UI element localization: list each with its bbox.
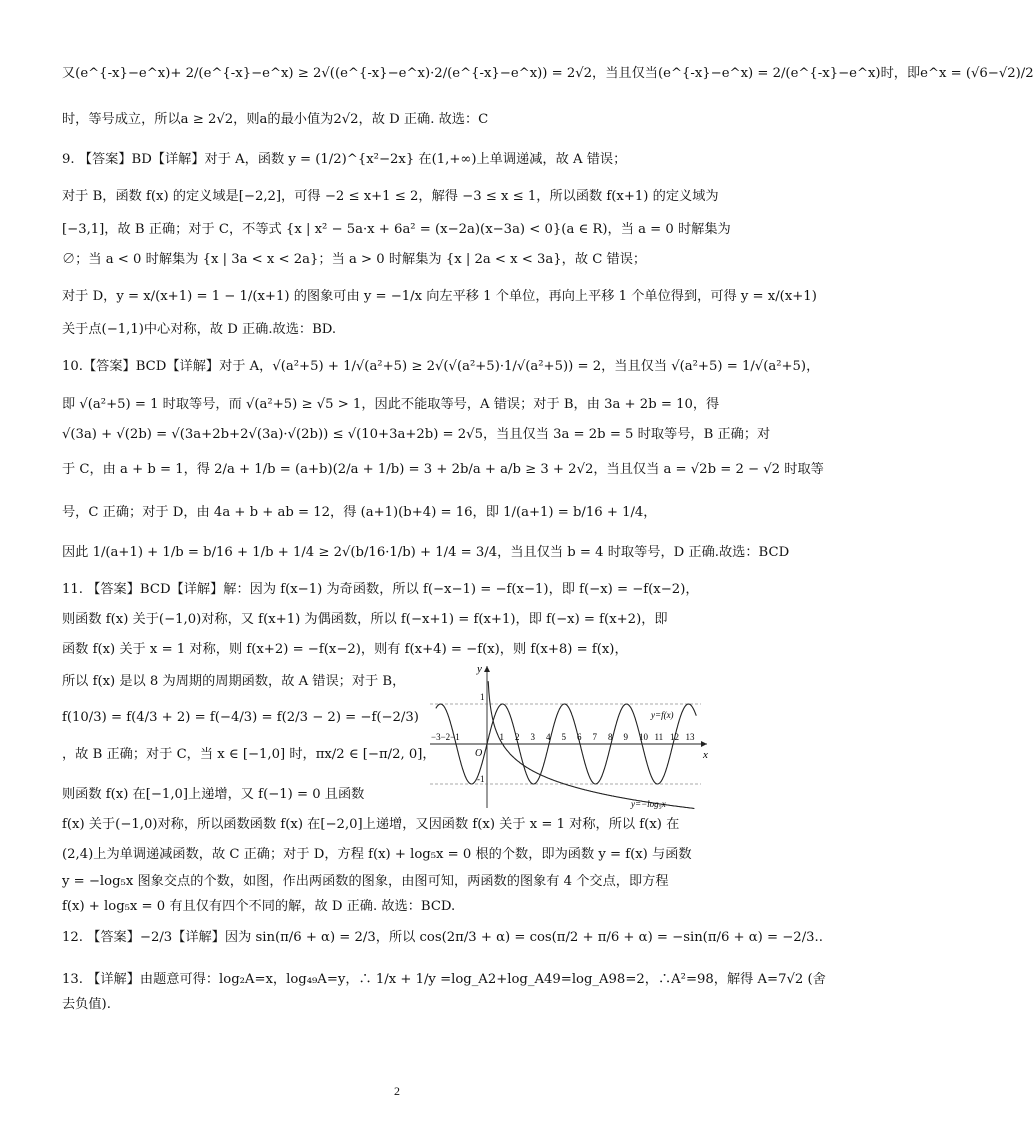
text-line: 10.【答案】BCD【详解】对于 A，√(a²+5) + 1/√(a²+5) ≥ 2√(√(a²+5)·1/√(a²+5)) = 2，当且仅当 √(a²+5) = 1/√(a²+5)， <box>62 359 820 374</box>
text-line: f(x) + log₅x = 0 有且仅有四个不同的解，故 D 正确. 故选：BCD. <box>62 899 456 914</box>
x-tick-label: 7 <box>592 732 597 742</box>
x-tick-labels <box>500 732 696 742</box>
text-line: 对于 B，函数 f(x) 的定义域是[−2,2]，可得 −2 ≤ x+1 ≤ 2，解得 −3 ≤ x ≤ 1，所以函数 f(x+1) 的定义域为 <box>62 189 719 204</box>
y-tick-bottom: -1 <box>477 774 485 784</box>
text-line: 因此 1/(a+1) + 1/b = b/16 + 1/b + 1/4 ≥ 2√(b/16·1/b) + 1/4 = 3/4，当且仅当 b = 4 时取等号，D 正确.故选：BCD <box>62 545 790 560</box>
function-graph <box>425 660 715 810</box>
text-line: 则函数 f(x) 关于(−1,0)对称，又 f(x+1) 为偶函数，所以 f(−x+1) = f(x+1)，即 f(−x) = f(x+2)，即 <box>62 612 668 627</box>
text-line: 于 C，由 a + b = 1，得 2/a + 1/b = (a+b)(2/a + 1/b) = 3 + 2b/a + a/b ≥ 3 + 2√2，当且仅当 a = √2b = 2 − √2 时取等 <box>62 462 824 477</box>
x-axis-arrow <box>701 741 707 747</box>
text-line: √(3a) + √(2b) = √(3a+2b+2√(3a)·√(2b)) ≤ √(10+3a+2b) = 2√5，当且仅当 3a = 2b = 5 时取等号，B 正确；对 <box>62 427 771 442</box>
text-line: [−3,1]，故 B 正确；对于 C，不等式 {x | x² − 5a·x + 6a² = (x−2a)(x−3a) < 0}(a ∈ R)，当 a = 0 时解集为 <box>62 222 731 237</box>
x-axis-label: x <box>703 749 708 761</box>
text-line: 函数 f(x) 关于 x = 1 对称，则 f(x+2) = −f(x−2)，则有 f(x+4) = −f(x)，则 f(x+8) = f(x)， <box>62 642 628 657</box>
text-line: 又(e^{-x}−e^x)+ 2/(e^{-x}−e^x) ≥ 2√((e^{-x}−e^x)·2/(e^{-x}−e^x)) = 2√2，当且仅当(e^{-x}−e^x) = 2/(e^{-x}−e^x)时，即e^x = (√6−√2)/2 <box>62 66 1034 81</box>
text-line: 9. 【答案】BD【详解】对于 A，函数 y = (1/2)^{x²−2x} 在(1,+∞)上单调递减，故 A 错误； <box>62 152 627 167</box>
x-tick-label: 13 <box>685 732 695 742</box>
text-line: f(x) 关于(−1,0)对称，所以函数函数 f(x) 在[−2,0]上递增，又因函数 f(x) 关于 x = 1 对称，所以 f(x) 在 <box>62 817 680 832</box>
text-line: 即 √(a²+5) = 1 时取等号，而 √(a²+5) ≥ √5 > 1，因此不能取等号，A 错误；对于 B，由 3a + 2b = 10，得 <box>62 397 720 412</box>
text-line: 13. 【详解】由题意可得：log₂A=x，log₄₉A=y，∴ 1/x + 1/y =log_A2+log_A49=log_A98=2，∴A²=98，解得 A=7√2 (舍 <box>62 972 826 987</box>
text-line: 去负值). <box>62 997 111 1012</box>
x-tick-label: 6 <box>577 732 582 742</box>
text-line: 关于点(−1,1)中心对称，故 D 正确.故选：BD. <box>62 322 337 337</box>
x-tick-label: 11 <box>654 732 664 742</box>
x-tick-label: 1 <box>499 732 504 742</box>
f-curve-label: y=f(x) <box>651 710 674 720</box>
x-tick-label: 3 <box>530 732 535 742</box>
x-ticks-left: −3−2−1 <box>431 732 460 742</box>
text-line: 11. 【答案】BCD【详解】解：因为 f(x−1) 为奇函数，所以 f(−x−1) = −f(x−1)，即 f(−x) = −f(x−2)， <box>62 582 699 597</box>
y-axis-arrow <box>484 666 490 672</box>
x-tick-label: 12 <box>670 732 679 742</box>
text-line: y = −log₅x 图象交点的个数，如图，作出两函数的图象，由图可知，两函数的图象有 4 个交点，即方程 <box>62 874 669 889</box>
text-line: 12. 【答案】−2/3【详解】因为 sin(π/6 + α) = 2/3，所以 cos(2π/3 + α) = cos(π/2 + π/6 + α) = −sin(π/6 + α) = −2/3.. <box>62 930 823 945</box>
x-tick-label: 2 <box>515 732 520 742</box>
x-tick-label: 8 <box>608 732 613 742</box>
origin-label: O <box>475 748 483 759</box>
text-line: f(10/3) = f(4/3 + 2) = f(−4/3) = f(2/3 − 2) = −f(−2/3) <box>62 710 419 725</box>
text-line: ∅；当 a < 0 时解集为 {x | 3a < x < 2a}；当 a > 0 时解集为 {x | 2a < x < 3a}，故 C 错误； <box>62 252 647 267</box>
y-tick-top: 1 <box>480 692 485 702</box>
log-curve-label: y=−log₅x <box>631 799 666 809</box>
y-axis-label: y <box>477 663 482 675</box>
text-line: 号，C 正确；对于 D，由 4a + b + ab = 12，得 (a+1)(b+4) = 16，即 1/(a+1) = b/16 + 1/4， <box>62 505 657 520</box>
x-tick-label: 4 <box>546 732 551 742</box>
text-line: 时，等号成立，所以a ≥ 2√2，则a的最小值为2√2，故 D 正确. 故选：C <box>62 112 489 127</box>
text-line: 则函数 f(x) 在[−1,0]上递增，又 f(−1) = 0 且函数 <box>62 787 365 802</box>
x-tick-label: 5 <box>561 732 566 742</box>
page-number: 2 <box>394 1084 400 1098</box>
text-line: 对于 D，y = x/(x+1) = 1 − 1/(x+1) 的图象可由 y = −1/x 向左平移 1 个单位，再向上平移 1 个单位得到，可得 y = x/(x+1) <box>62 289 817 304</box>
x-tick-label: 10 <box>639 732 648 742</box>
x-tick-label: 9 <box>623 732 628 742</box>
text-line: ，故 B 正确；对于 C，当 x ∈ [−1,0] 时，πx/2 ∈ [−π/2, 0]， <box>62 747 436 762</box>
neg-log-curve <box>488 681 694 808</box>
text-line: (2,4)上为单调递减函数，故 C 正确；对于 D，方程 f(x) + log₅x = 0 根的个数，即为函数 y = f(x) 与函数 <box>62 847 692 862</box>
text-line: 所以 f(x) 是以 8 为周期的周期函数，故 A 错误；对于 B， <box>62 674 406 689</box>
